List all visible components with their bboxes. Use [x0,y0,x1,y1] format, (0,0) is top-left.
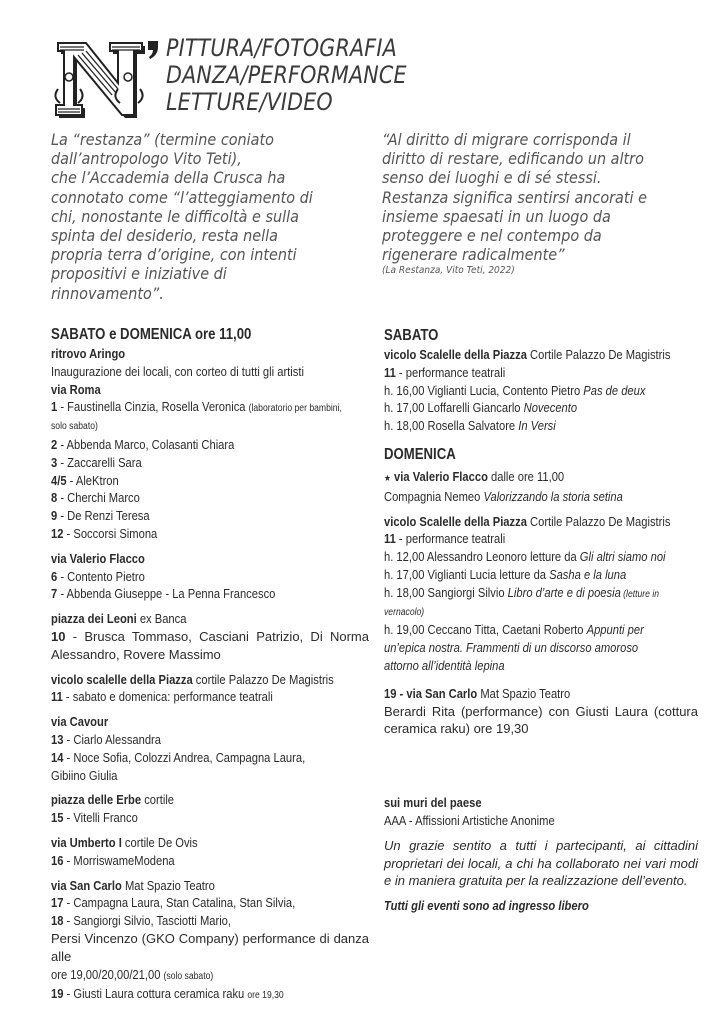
venue-artists: - MorriswameModena [63,852,175,868]
venue-artists: - Giusti Laura cottura ceramica raku [63,986,248,1002]
event-item [384,488,654,506]
venue-item [51,489,324,507]
venue-item [51,731,324,749]
venue-item [51,912,324,930]
program-right-column [384,326,698,915]
venue-note: solo sabato) [51,421,98,433]
venue-sublabel: cortile De Ovis [121,834,198,850]
venue-artists: - Noce Sofia, Colozzi Andrea, Campagna Laura, [63,749,306,765]
aringo-label: ritrovo Aringo [51,346,126,361]
venue-item [51,852,324,870]
venue-sublabel: cortile Palazzo De Magistris [192,671,334,687]
weekend-heading: SABATO e DOMENICA ore 11,00 [51,326,252,343]
quote-line: propria terra d’origine, con intenti [51,245,297,265]
quote-line: Restanza significa sentirsi ancorati e [382,187,647,207]
venue-sublabel: Mat Spazio Teatro [477,685,571,701]
venue-number: 1 [51,399,58,415]
domenica-heading: DOMENICA [384,445,456,463]
flacco-event [384,468,654,488]
category-heading [166,35,407,116]
venue-number: 7 [51,586,58,602]
venue-artists: - performance teatrali [395,364,506,380]
venue-sublabel: ex Banca [136,611,187,627]
venue-item [51,472,324,490]
venue-item [384,364,654,382]
venue-item [51,568,324,586]
quote-citation: (La Restanza, Vito Teti, 2022) [382,265,515,277]
ornamental-n-icon [52,37,162,121]
venue-label: via San Carlo [51,877,122,893]
via-cavour-label: via Cavour [51,714,109,730]
piazza-leoni-heading [51,610,324,628]
venue-sublabel: Mat Spazio Teatro [121,877,215,893]
category-line: LETTURE/VIDEO [166,88,333,116]
venue-number: 12 [51,525,64,541]
venue-number: 2 [51,436,58,452]
event-time-artist: Compagnia Nemeo [384,488,484,504]
venue-number: 19 [384,685,397,701]
venue-number: 4/5 [51,472,67,488]
aringo-text: Inaugurazione dei locali, con corteo di tutti gli artisti [51,363,304,379]
venue-number: 11 [51,689,63,705]
event-title: Appunti per [586,622,644,638]
venue-number: 6 [51,568,58,584]
event-time-artist: h. 17,00 Loffarelli Giancarlo [384,400,524,416]
free-entry-note: Tutti gli eventi sono ad ingresso libero [384,898,589,914]
venue-item [51,454,324,472]
quote-line: propositivi e iniziative di [51,264,227,284]
domenica-venue [384,513,671,531]
venue-number: 19 [51,986,64,1002]
quote-line: spinta del desiderio, resta nella [51,226,278,246]
venue-sublabel: cortile [141,792,175,808]
muri-label: sui muri del paese [384,795,482,811]
event-item [384,566,654,584]
venue-item [51,398,342,418]
venue-item [51,749,324,767]
event-time-artist: h. 18,00 Sangiorgi Silvio [384,584,508,600]
event-time-artist: h. 18,00 Rosella Salvatore [384,418,519,434]
event-item [384,621,654,639]
san-carlo-heading [384,685,654,703]
venue-artists: - De Renzi Teresa [57,508,150,524]
venue-item [51,585,324,603]
venue-item [51,809,324,827]
quote-line: proteggere e nel contempo da [382,226,602,246]
venue-item [51,436,324,454]
restanza-definition-quote [51,130,313,303]
venue-artists: - Cherchi Marco [57,490,140,506]
venue-item [51,688,324,706]
quote-line: diritto di restare, edificando un altro [382,149,644,169]
quote-line: rinnovamento”. [51,283,164,303]
venue-artists: - sabato e domenica: performance teatrali [62,689,273,705]
venue-label: vicolo Scalelle della Piazza [384,347,527,362]
sabato-venue [384,346,671,364]
venue-artists: - Zaccarelli Sara [57,454,142,470]
venue-sublabel: Cortile Palazzo De Magistris [526,347,671,362]
event-title: Sasha e la luna [549,566,627,582]
quote-line: La “restanza” (termine coniato [51,130,274,149]
via-umberto-heading [51,834,324,852]
via-roma-label: via Roma [51,381,101,397]
venue-label: piazza delle Erbe [51,792,142,808]
performance-times: ore 19,00/20,00/21,00 [51,966,164,982]
venue-sublabel: dalle ore 11,00 [487,468,565,484]
venue-item-cont: Gibiino Giulia [51,767,118,783]
venue-item [51,894,324,912]
venue-number: 11 [384,531,396,547]
venue-item-cont: Persi Vincenzo (GKO Company) performance di danza alle [51,930,369,964]
venue-number: 18 [51,913,64,929]
venue-item [51,628,369,664]
event-title-cont: attorno all’identità lepina [384,657,505,673]
via-san-carlo-heading [51,877,324,895]
category-line: DANZA/PERFORMANCE [166,61,407,89]
logo-n-ornamental [52,37,162,121]
event-title: In Versi [518,418,556,434]
venue-number: 9 [51,508,58,524]
venue-artists: - Campagna Laura, Stan Catalina, Stan Silvia, [63,895,296,911]
san-carlo-text: Berardi Rita (performance) con Giusti Laura (cottura ceramica raku) ore 19,30 [384,703,698,737]
event-title-cont: un’epica nostra. Frammenti di un discorso amoroso [384,640,639,656]
event-time-artist: h. 17,00 Viglianti Lucia letture da [384,566,550,582]
venue-label: via Valerio Flacco [390,468,488,484]
venue-number: 14 [51,749,64,765]
quote-line: chi, nonostante le difficoltà e sulla [51,206,299,226]
venue-artists: - performance teatrali [395,531,506,547]
venue-artists: - Sangiorgi Silvio, Tasciotti Mario, [63,913,232,929]
venue-number: 11 [384,364,396,380]
program-left-column [51,325,369,1005]
event-item [384,399,654,417]
event-note: (letture in [620,588,660,600]
venue-label: - via San Carlo [396,685,478,701]
venue-number: 3 [51,454,58,470]
event-title: Pas de deux [583,382,646,398]
venue-item-cont [51,966,324,986]
star-icon: ★ [384,472,391,483]
venue-artists: - AleKtron [66,472,119,488]
vicolo-heading [51,671,334,689]
quote-line: connotato come “l’atteggiamento di [51,187,313,207]
venue-label: piazza dei Leoni [51,611,137,627]
event-title: Gli altri siamo noi [579,549,666,565]
event-item [384,382,654,400]
venue-artists: - Abbenda Marco, Colasanti Chiara [57,436,235,452]
venue-note: (solo sabato) [163,970,214,982]
venue-number: 15 [51,810,64,826]
sabato-heading: SABATO [384,327,439,344]
piazza-erbe-heading [51,791,324,809]
event-title: Libro d’arte e di poesia [507,584,621,600]
event-time-artist: h. 16,00 Viglianti Lucia, Contento Pietro [384,382,584,398]
venue-note: (laboratorio per bambini, [248,403,342,415]
venue-item [51,507,324,525]
event-time-artist: h. 12,00 Alessandro Leonoro letture da [384,549,580,565]
event-note: vernacolo) [384,606,425,618]
event-item [384,417,654,435]
venue-note: ore 19,30 [247,990,284,1002]
quote-line: insieme spaesati in un luogo da [382,206,611,226]
event-title: Valorizzando la storia setina [483,488,623,504]
quote-line: rigenerare radicalmente” [382,245,565,265]
quote-line: “Al diritto di migrare corrisponda il [382,130,631,149]
muri-text: AAA - Affissioni Artistiche Anonime [384,812,555,828]
via-valerio-label: via Valerio Flacco [51,550,145,566]
venue-label: vicolo Scalelle della Piazza [384,513,527,529]
event-item [384,548,666,566]
quote-line: dall’antropologo Vito Teti), [51,149,242,169]
venue-number: 10 [51,628,66,644]
venue-number: 8 [51,490,58,506]
quote-line: che l’Accademia della Crusca ha [51,168,286,188]
venue-artists: - Faustinella Cinzia, Rosella Veronica [57,399,249,415]
venue-artists: - Ciarlo Alessandra [63,731,162,747]
teti-quote [382,130,647,277]
venue-artists: - Soccorsi Simona [63,525,158,541]
category-line: PITTURA/FOTOGRAFIA [166,34,397,62]
venue-item [51,525,324,543]
venue-number: 13 [51,731,64,747]
event-time-artist: h. 19,00 Ceccano Titta, Caetani Roberto [384,622,587,638]
event-item [384,584,660,604]
venue-number: 16 [51,852,64,868]
venue-label: via Umberto I [51,834,122,850]
quote-line: senso dei luoghi e di sé stessi. [382,168,602,188]
venue-number: 17 [51,895,64,911]
venue-item [51,985,324,1005]
venue-artists: - Brusca Tommaso, Casciani Patrizio, Di Norma Alessandro, Rovere Massimo [51,628,369,662]
thanks-text: Un grazie sentito a tutti i partecipanti, ai cittadini proprietari dei locali, a chi ha collaborato nei vari modi e in maniera gratuita per la realizzazione dell’evento. [384,837,698,889]
venue-artists: - Abbenda Giuseppe - La Penna Francesco [57,586,276,602]
venue-artists: - Vitelli Franco [63,810,138,826]
venue-artists: - Contento Pietro [57,568,145,584]
event-title: Novecento [523,400,578,416]
venue-label: vicolo scalelle della Piazza [51,671,193,687]
venue-item [384,530,654,548]
venue-sublabel: Cortile Palazzo De Magistris [526,513,671,529]
